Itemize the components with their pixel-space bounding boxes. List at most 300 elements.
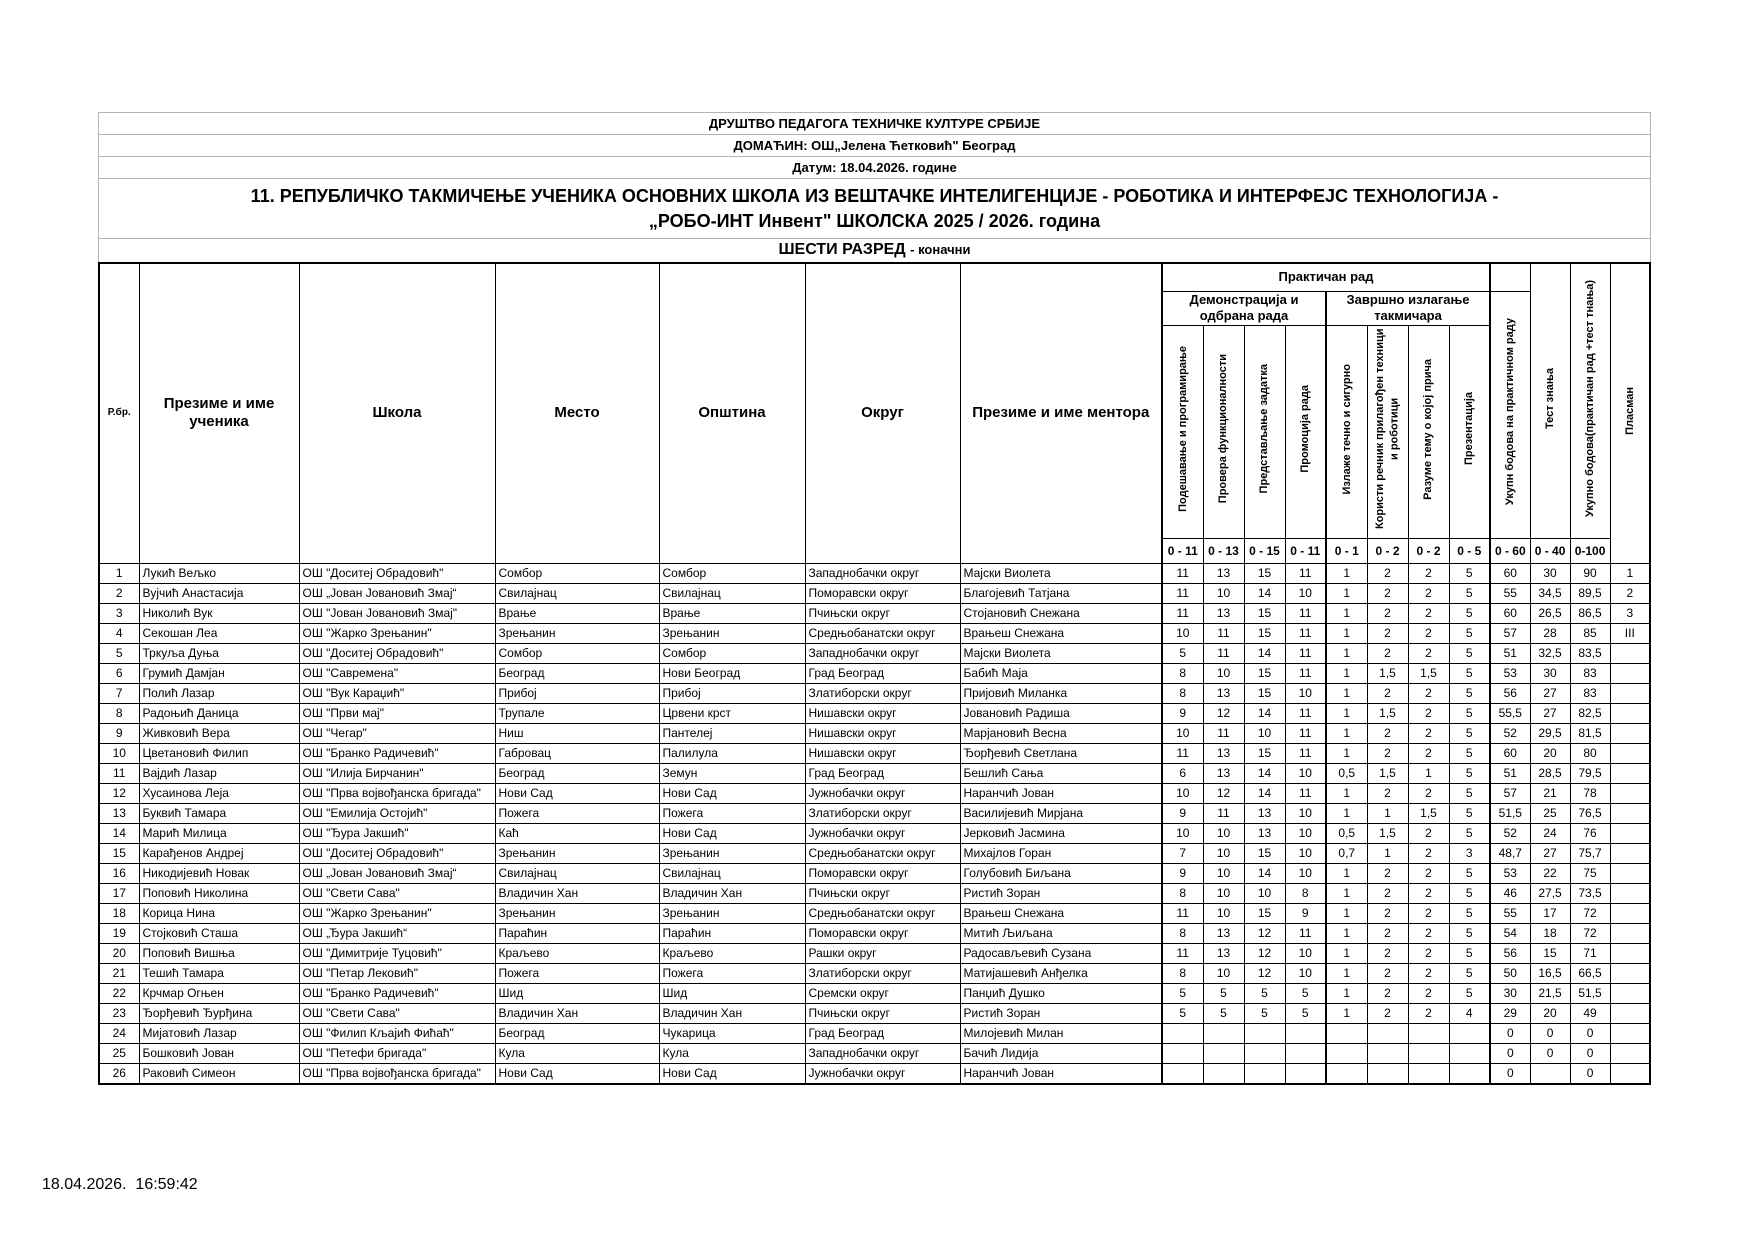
cell-place: Краљево xyxy=(495,943,659,963)
cell-score-topic: 2 xyxy=(1408,583,1449,603)
cell-placement: 2 xyxy=(1610,583,1650,603)
cell-student-name: Раковић Симеон xyxy=(139,1063,299,1084)
cell-score-setup: 11 xyxy=(1162,943,1203,963)
cell-municipality: Нови Сад xyxy=(659,1063,805,1084)
cell-total-overall: 0 xyxy=(1570,1023,1610,1043)
cell-placement: III xyxy=(1610,623,1650,643)
cell-score-promotion: 10 xyxy=(1285,583,1326,603)
cell-score-setup: 8 xyxy=(1162,883,1203,903)
cell-score-setup: 5 xyxy=(1162,1003,1203,1023)
competition-title-line1: 11. РЕПУБЛИЧКО ТАКМИЧЕЊЕ УЧЕНИКА ОСНОВНИХ ШКОЛА ИЗ ВЕШТАЧКЕ ИНТЕЛИГЕНЦИЈЕ - РОБОТИКА И ИНТЕРФЕЈС ТЕХНОЛОГИЈА - xyxy=(250,186,1499,206)
cell-total-practical: 52 xyxy=(1490,823,1530,843)
cell-place: Зрењанин xyxy=(495,903,659,923)
cell-score-vocabulary: 2 xyxy=(1367,723,1408,743)
cell-score-task: 15 xyxy=(1244,663,1285,683)
cell-place: Пожега xyxy=(495,963,659,983)
cell-place: Београд xyxy=(495,1023,659,1043)
cell-school: ОШ "Димитрије Туцовић" xyxy=(299,943,495,963)
table-row xyxy=(99,643,1650,663)
cell-test-score: 27 xyxy=(1530,843,1570,863)
cell-score-functionality: 13 xyxy=(1203,603,1244,623)
table-row xyxy=(99,783,1650,803)
cell-score-presentation: 5 xyxy=(1449,603,1490,623)
col-header-district: Округ xyxy=(805,263,960,563)
cell-mentor: Наранчић Јован xyxy=(960,783,1162,803)
cell-district: Рашки округ xyxy=(805,943,960,963)
cell-total-overall: 90 xyxy=(1570,563,1610,583)
total-overall-label: Укупно бодова(практичан рад +тест тнања) xyxy=(1583,279,1596,517)
cell-district: Град Београд xyxy=(805,763,960,783)
cell-municipality: Палилула xyxy=(659,743,805,763)
cell-score-setup: 11 xyxy=(1162,603,1203,623)
cell-student-name: Корица Нина xyxy=(139,903,299,923)
range-cell: 0 - 2 xyxy=(1408,538,1449,563)
cell-school: ОШ "Доситеј Обрадовић" xyxy=(299,563,495,583)
cell-district: Јужнобачки округ xyxy=(805,1063,960,1084)
fluent-speech-label: Излаже течно и сигурно xyxy=(1340,363,1353,495)
cell-student-name: Тешић Тамара xyxy=(139,963,299,983)
competition-title-line2: „РОБО-ИНТ Инвент" ШКОЛСКА 2025 / 2026. година xyxy=(648,211,1101,231)
cell-score-fluency: 1 xyxy=(1326,943,1367,963)
cell-total-overall: 75,7 xyxy=(1570,843,1610,863)
cell-score-presentation: 5 xyxy=(1449,903,1490,923)
col-header-setup-programming xyxy=(1162,325,1203,538)
cell-placement xyxy=(1610,1023,1650,1043)
cell-test-score xyxy=(1530,1063,1570,1084)
cell-school: ОШ "Свети Сава" xyxy=(299,1003,495,1023)
cell-score-promotion: 11 xyxy=(1285,923,1326,943)
cell-municipality: Свилајнац xyxy=(659,863,805,883)
range-cell: 0 - 11 xyxy=(1162,538,1203,563)
cell-mentor: Мајски Виолета xyxy=(960,643,1162,663)
cell-total-overall: 51,5 xyxy=(1570,983,1610,1003)
cell-place: Свилајнац xyxy=(495,583,659,603)
cell-score-vocabulary: 2 xyxy=(1367,583,1408,603)
cell-district: Нишавски округ xyxy=(805,723,960,743)
cell-test-score: 18 xyxy=(1530,923,1570,943)
cell-total-practical: 57 xyxy=(1490,783,1530,803)
cell-student-name: Лукић Вељко xyxy=(139,563,299,583)
cell-school: ОШ "Петефи бригада" xyxy=(299,1043,495,1063)
cell-place: Пожега xyxy=(495,803,659,823)
cell-score-setup: 10 xyxy=(1162,823,1203,843)
cell-mentor: Стојановић Снежана xyxy=(960,603,1162,623)
col-header-school: Школа xyxy=(299,263,495,563)
cell-rank-number: 3 xyxy=(99,603,139,623)
cell-test-score: 0 xyxy=(1530,1023,1570,1043)
cell-mentor: Радосављевић Сузана xyxy=(960,943,1162,963)
cell-test-score: 26,5 xyxy=(1530,603,1570,623)
table-row xyxy=(99,683,1650,703)
cell-score-fluency: 1 xyxy=(1326,643,1367,663)
table-row xyxy=(99,1043,1650,1063)
cell-score-fluency: 1 xyxy=(1326,923,1367,943)
cell-score-topic: 2 xyxy=(1408,683,1449,703)
table-row xyxy=(99,883,1650,903)
cell-school: ОШ "Прва војвођанска бригада" xyxy=(299,1063,495,1084)
cell-score-task: 13 xyxy=(1244,823,1285,843)
cell-total-practical: 50 xyxy=(1490,963,1530,983)
cell-district: Јужнобачки округ xyxy=(805,783,960,803)
cell-score-task: 14 xyxy=(1244,643,1285,663)
cell-score-topic: 2 xyxy=(1408,643,1449,663)
cell-rank-number: 13 xyxy=(99,803,139,823)
cell-score-presentation: 5 xyxy=(1449,983,1490,1003)
col-header-topic-understanding xyxy=(1408,325,1449,538)
cell-score-presentation xyxy=(1449,1063,1490,1084)
cell-mentor: Наранчић Јован xyxy=(960,1063,1162,1084)
cell-score-topic: 2 xyxy=(1408,703,1449,723)
cell-score-promotion: 10 xyxy=(1285,963,1326,983)
cell-score-topic: 2 xyxy=(1408,823,1449,843)
cell-place: Нови Сад xyxy=(495,783,659,803)
col-header-placement xyxy=(1610,263,1650,563)
cell-placement xyxy=(1610,1063,1650,1084)
cell-score-fluency: 1 xyxy=(1326,683,1367,703)
cell-score-setup: 9 xyxy=(1162,863,1203,883)
cell-score-setup: 5 xyxy=(1162,643,1203,663)
host-line: ДОМАЋИН: ОШ„Јелена Ћетковић" Београд xyxy=(99,135,1650,157)
cell-score-topic: 2 xyxy=(1408,1003,1449,1023)
cell-district: Нишавски округ xyxy=(805,743,960,763)
range-cell: 0 - 40 xyxy=(1530,538,1570,563)
cell-test-score: 28,5 xyxy=(1530,763,1570,783)
cell-total-overall: 0 xyxy=(1570,1043,1610,1063)
cell-score-presentation: 5 xyxy=(1449,803,1490,823)
cell-total-overall: 72 xyxy=(1570,903,1610,923)
cell-score-task: 15 xyxy=(1244,623,1285,643)
cell-place: Зрењанин xyxy=(495,623,659,643)
cell-score-fluency xyxy=(1326,1023,1367,1043)
cell-score-promotion xyxy=(1285,1063,1326,1084)
table-row xyxy=(99,563,1650,583)
col-header-fluent-speech xyxy=(1326,325,1367,538)
cell-score-vocabulary xyxy=(1367,1023,1408,1043)
cell-student-name: Николић Вук xyxy=(139,603,299,623)
cell-score-presentation: 5 xyxy=(1449,883,1490,903)
col-header-student: Презиме и име ученика xyxy=(139,263,299,563)
cell-total-practical: 51 xyxy=(1490,643,1530,663)
cell-total-overall: 76 xyxy=(1570,823,1610,843)
table-row xyxy=(99,703,1650,723)
cell-score-promotion: 11 xyxy=(1285,623,1326,643)
cell-score-task: 10 xyxy=(1244,723,1285,743)
cell-score-promotion: 11 xyxy=(1285,663,1326,683)
cell-score-vocabulary: 2 xyxy=(1367,623,1408,643)
cell-place: Трупале xyxy=(495,703,659,723)
col-header-rbr: Р.бр. xyxy=(99,263,139,563)
cell-rank-number: 9 xyxy=(99,723,139,743)
cell-municipality: Пантелеј xyxy=(659,723,805,743)
cell-municipality: Зрењанин xyxy=(659,843,805,863)
cell-rank-number: 5 xyxy=(99,643,139,663)
cell-test-score: 30 xyxy=(1530,563,1570,583)
cell-score-task: 5 xyxy=(1244,983,1285,1003)
cell-score-promotion: 9 xyxy=(1285,903,1326,923)
cell-student-name: Марић Милица xyxy=(139,823,299,843)
cell-place: Шид xyxy=(495,983,659,1003)
cell-score-fluency xyxy=(1326,1043,1367,1063)
cell-school: ОШ „Ђура Јакшић“ xyxy=(299,923,495,943)
cell-place: Сомбор xyxy=(495,563,659,583)
cell-mentor: Мајски Виолета xyxy=(960,563,1162,583)
cell-score-topic: 2 xyxy=(1408,783,1449,803)
range-cell: 0 - 13 xyxy=(1203,538,1244,563)
cell-score-promotion: 10 xyxy=(1285,943,1326,963)
cell-student-name: Полић Лазар xyxy=(139,683,299,703)
cell-score-task: 15 xyxy=(1244,743,1285,763)
cell-student-name: Цветановић Филип xyxy=(139,743,299,763)
cell-score-vocabulary: 2 xyxy=(1367,683,1408,703)
results-header xyxy=(99,263,1650,563)
cell-mentor: Врањеш Снежана xyxy=(960,903,1162,923)
cell-district: Поморавски округ xyxy=(805,863,960,883)
cell-placement xyxy=(1610,723,1650,743)
cell-municipality: Нови Сад xyxy=(659,783,805,803)
cell-mentor: Голубовић Биљана xyxy=(960,863,1162,883)
cell-rank-number: 26 xyxy=(99,1063,139,1084)
cell-score-fluency: 1 xyxy=(1326,703,1367,723)
cell-score-promotion: 11 xyxy=(1285,743,1326,763)
cell-student-name: Тркуља Дуња xyxy=(139,643,299,663)
placement-label: Пласман xyxy=(1623,386,1636,435)
cell-total-practical: 53 xyxy=(1490,663,1530,683)
cell-score-task: 15 xyxy=(1244,603,1285,623)
cell-score-promotion: 10 xyxy=(1285,763,1326,783)
cell-score-task: 14 xyxy=(1244,763,1285,783)
cell-place: Владичин Хан xyxy=(495,1003,659,1023)
cell-score-task xyxy=(1244,1043,1285,1063)
cell-score-topic: 1 xyxy=(1408,763,1449,783)
cell-total-practical: 54 xyxy=(1490,923,1530,943)
cell-rank-number: 19 xyxy=(99,923,139,943)
cell-school: ОШ "Доситеј Обрадовић" xyxy=(299,843,495,863)
cell-rank-number: 21 xyxy=(99,963,139,983)
cell-school: ОШ "Савремена" xyxy=(299,663,495,683)
cell-municipality: Сомбор xyxy=(659,643,805,663)
cell-rank-number: 24 xyxy=(99,1023,139,1043)
cell-place: Владичин Хан xyxy=(495,883,659,903)
cell-placement xyxy=(1610,843,1650,863)
cell-municipality: Параћин xyxy=(659,923,805,943)
cell-placement xyxy=(1610,783,1650,803)
col-header-municipality: Општина xyxy=(659,263,805,563)
cell-score-topic: 2 xyxy=(1408,623,1449,643)
cell-score-setup xyxy=(1162,1023,1203,1043)
cell-score-fluency xyxy=(1326,1063,1367,1084)
cell-placement xyxy=(1610,903,1650,923)
cell-rank-number: 11 xyxy=(99,763,139,783)
cell-score-task: 14 xyxy=(1244,703,1285,723)
cell-score-topic xyxy=(1408,1043,1449,1063)
cell-placement xyxy=(1610,943,1650,963)
cell-place: Врање xyxy=(495,603,659,623)
cell-score-promotion: 5 xyxy=(1285,983,1326,1003)
cell-score-task: 14 xyxy=(1244,783,1285,803)
range-cell: 0 - 15 xyxy=(1244,538,1285,563)
cell-score-fluency: 1 xyxy=(1326,903,1367,923)
cell-student-name: Буквић Тамара xyxy=(139,803,299,823)
cell-mentor: Ђорђевић Светлана xyxy=(960,743,1162,763)
competition-title xyxy=(99,179,1650,239)
cell-score-vocabulary: 1 xyxy=(1367,843,1408,863)
cell-municipality: Пожега xyxy=(659,963,805,983)
cell-district: Средњобанатски округ xyxy=(805,843,960,863)
cell-score-functionality: 12 xyxy=(1203,783,1244,803)
cell-score-functionality: 5 xyxy=(1203,983,1244,1003)
cell-total-overall: 0 xyxy=(1570,1063,1610,1084)
cell-rank-number: 8 xyxy=(99,703,139,723)
cell-place: Београд xyxy=(495,763,659,783)
cell-student-name: Хусаинова Леја xyxy=(139,783,299,803)
cell-school: ОШ "Ђура Јакшић" xyxy=(299,823,495,843)
cell-test-score: 32,5 xyxy=(1530,643,1570,663)
cell-mentor: Јерковић Јасмина xyxy=(960,823,1162,843)
range-cell: 0 - 2 xyxy=(1367,538,1408,563)
cell-test-score: 24 xyxy=(1530,823,1570,843)
cell-score-fluency: 1 xyxy=(1326,883,1367,903)
cell-district: Западнобачки округ xyxy=(805,1043,960,1063)
cell-rank-number: 2 xyxy=(99,583,139,603)
cell-score-task xyxy=(1244,1063,1285,1084)
cell-score-functionality xyxy=(1203,1023,1244,1043)
cell-score-promotion: 11 xyxy=(1285,643,1326,663)
cell-score-promotion: 11 xyxy=(1285,603,1326,623)
cell-total-practical: 51 xyxy=(1490,763,1530,783)
cell-rank-number: 22 xyxy=(99,983,139,1003)
cell-placement: 1 xyxy=(1610,563,1650,583)
cell-score-vocabulary: 2 xyxy=(1367,943,1408,963)
cell-place: Зрењанин xyxy=(495,843,659,863)
cell-total-overall: 81,5 xyxy=(1570,723,1610,743)
cell-score-fluency: 1 xyxy=(1326,603,1367,623)
cell-district: Сремски округ xyxy=(805,983,960,1003)
cell-score-topic: 2 xyxy=(1408,943,1449,963)
col-group-practical-work: Практичан рад xyxy=(1162,263,1490,291)
cell-placement xyxy=(1610,963,1650,983)
cell-score-vocabulary: 2 xyxy=(1367,1003,1408,1023)
cell-mentor: Бабић Маја xyxy=(960,663,1162,683)
cell-student-name: Никодијевић Новак xyxy=(139,863,299,883)
cell-student-name: Вујчић Анастасија xyxy=(139,583,299,603)
cell-score-topic xyxy=(1408,1023,1449,1043)
cell-total-overall: 83 xyxy=(1570,683,1610,703)
cell-placement xyxy=(1610,703,1650,723)
table-row xyxy=(99,963,1650,983)
cell-score-setup: 8 xyxy=(1162,683,1203,703)
cell-district: Западнобачки округ xyxy=(805,563,960,583)
cell-score-task: 14 xyxy=(1244,583,1285,603)
cell-score-functionality: 10 xyxy=(1203,963,1244,983)
cell-score-functionality: 11 xyxy=(1203,803,1244,823)
cell-district: Златиборски округ xyxy=(805,963,960,983)
cell-score-presentation: 5 xyxy=(1449,683,1490,703)
cell-student-name: Радоњић Даница xyxy=(139,703,299,723)
cell-score-promotion: 10 xyxy=(1285,823,1326,843)
document-header xyxy=(98,112,1651,262)
cell-score-topic: 2 xyxy=(1408,843,1449,863)
table-row xyxy=(99,1003,1650,1023)
cell-score-functionality: 13 xyxy=(1203,683,1244,703)
cell-score-presentation: 5 xyxy=(1449,723,1490,743)
cell-score-vocabulary: 2 xyxy=(1367,563,1408,583)
cell-score-setup: 10 xyxy=(1162,623,1203,643)
cell-score-vocabulary: 2 xyxy=(1367,883,1408,903)
cell-municipality: Чукарица xyxy=(659,1023,805,1043)
cell-test-score: 21 xyxy=(1530,783,1570,803)
cell-score-setup: 11 xyxy=(1162,583,1203,603)
document xyxy=(98,112,1651,1085)
table-row xyxy=(99,1063,1650,1084)
cell-score-functionality: 11 xyxy=(1203,643,1244,663)
cell-mentor: Ристић Зоран xyxy=(960,1003,1162,1023)
cell-score-setup: 9 xyxy=(1162,703,1203,723)
table-row xyxy=(99,743,1650,763)
cell-total-practical: 56 xyxy=(1490,943,1530,963)
cell-place: Сомбор xyxy=(495,643,659,663)
cell-municipality: Црвени крст xyxy=(659,703,805,723)
cell-school: ОШ "Вук Караџић" xyxy=(299,683,495,703)
cell-placement xyxy=(1610,643,1650,663)
cell-score-presentation: 5 xyxy=(1449,623,1490,643)
cell-total-overall: 66,5 xyxy=(1570,963,1610,983)
cell-score-topic: 2 xyxy=(1408,863,1449,883)
cell-municipality: Шид xyxy=(659,983,805,1003)
cell-score-setup: 11 xyxy=(1162,563,1203,583)
cell-total-practical: 60 xyxy=(1490,563,1530,583)
cell-placement xyxy=(1610,743,1650,763)
cell-score-setup xyxy=(1162,1043,1203,1063)
cell-score-task: 15 xyxy=(1244,843,1285,863)
cell-student-name: Крчмар Огњен xyxy=(139,983,299,1003)
cell-mentor: Врањеш Снежана xyxy=(960,623,1162,643)
cell-municipality: Краљево xyxy=(659,943,805,963)
cell-municipality: Кула xyxy=(659,1043,805,1063)
table-row xyxy=(99,903,1650,923)
cell-test-score: 0 xyxy=(1530,1043,1570,1063)
cell-score-task: 12 xyxy=(1244,923,1285,943)
cell-score-presentation: 5 xyxy=(1449,703,1490,723)
cell-municipality: Нови Београд xyxy=(659,663,805,683)
results-tbody xyxy=(99,563,1650,1084)
cell-municipality: Зрењанин xyxy=(659,623,805,643)
cell-rank-number: 15 xyxy=(99,843,139,863)
cell-score-presentation: 3 xyxy=(1449,843,1490,863)
cell-score-functionality: 13 xyxy=(1203,923,1244,943)
cell-score-topic: 2 xyxy=(1408,743,1449,763)
cell-score-fluency: 0,7 xyxy=(1326,843,1367,863)
table-row xyxy=(99,623,1650,643)
cell-score-fluency: 1 xyxy=(1326,563,1367,583)
cell-score-task: 15 xyxy=(1244,683,1285,703)
cell-rank-number: 12 xyxy=(99,783,139,803)
cell-school: ОШ „Јован Јовановић Змај“ xyxy=(299,583,495,603)
cell-score-presentation xyxy=(1449,1023,1490,1043)
cell-mentor: Митић Љиљана xyxy=(960,923,1162,943)
cell-score-functionality: 5 xyxy=(1203,1003,1244,1023)
cell-total-overall: 49 xyxy=(1570,1003,1610,1023)
cell-municipality: Сомбор xyxy=(659,563,805,583)
cell-municipality: Свилајнац xyxy=(659,583,805,603)
cell-score-task: 13 xyxy=(1244,803,1285,823)
cell-score-functionality: 10 xyxy=(1203,663,1244,683)
cell-place: Параћин xyxy=(495,923,659,943)
cell-total-practical: 55 xyxy=(1490,903,1530,923)
cell-placement xyxy=(1610,803,1650,823)
cell-school: ОШ "Илија Бирчанин" xyxy=(299,763,495,783)
timestamp: 18.04.2026. 16:59:42 xyxy=(42,1176,198,1193)
cell-score-presentation: 5 xyxy=(1449,643,1490,663)
